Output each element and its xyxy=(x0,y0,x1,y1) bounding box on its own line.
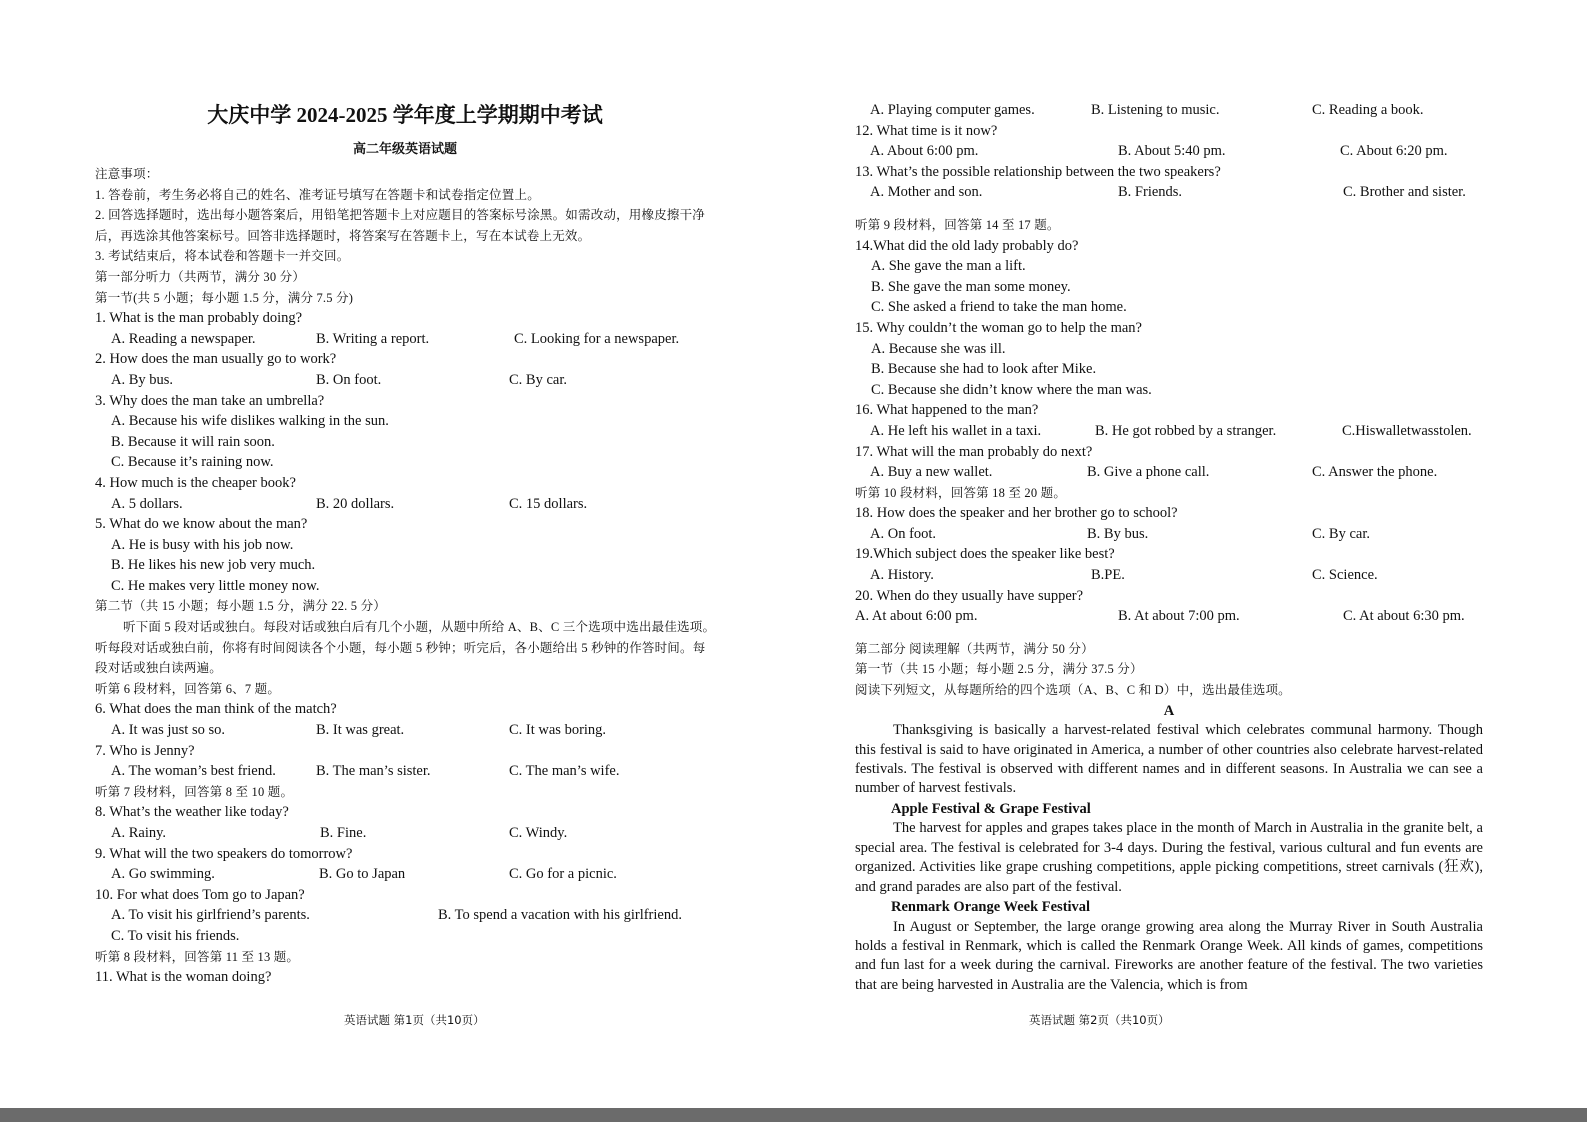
option-row xyxy=(855,462,1483,483)
question: 20. When do they usually have supper? xyxy=(855,587,1084,604)
question: 13. What’s the possible relationship between the two speakers? xyxy=(855,163,1221,180)
option: A. 5 dollars. xyxy=(111,495,183,512)
question: 3. Why does the man take an umbrella? xyxy=(95,392,325,409)
option: A. Because his wife dislikes walking in the sun. xyxy=(111,413,389,430)
option: A. By bus. xyxy=(111,371,174,388)
orange-festival-text: In August or September, the large orange growing area along the Murray River in South Australia holds a festival in Renmark, which is called the Renmark Orange Week. All kinds of games, competitions and fun last for a week during the carnival. Fireworks are another feature of the festival. The two varieties that are being harvested in Australia are the Valencia, which is from xyxy=(855,918,1483,993)
option: B. Because it will rain soon. xyxy=(111,433,275,450)
option: A. About 6:00 pm. xyxy=(870,143,979,160)
option: C. Brother and sister. xyxy=(1343,184,1466,201)
notice-item: 3. 考试结束后，将本试卷和答题卡一并交回。 xyxy=(95,249,350,264)
exam-title: 大庆中学 2024-2025 学年度上学期期中考试 xyxy=(207,103,603,127)
page-1-column xyxy=(95,96,775,988)
question: 19.Which subject does the speaker like best? xyxy=(855,546,1115,563)
option: A. Because she was ill. xyxy=(871,340,1006,357)
option: C. Because she didn’t know where the man was. xyxy=(871,381,1152,398)
option-row xyxy=(95,823,775,844)
notice-item: 2. 回答选择题时，选出每小题答案后，用铅笔把答题卡上对应题目的答案标号涂黑。如需改动，用橡皮擦干净 xyxy=(95,208,706,223)
option-row xyxy=(95,864,775,885)
option: A. To visit his girlfriend’s parents. xyxy=(111,907,310,924)
option: C. Science. xyxy=(1312,567,1378,584)
passage-intro: Thanksgiving is basically a harvest-related festival which celebrates communal harmony. Though this festival is said to have originated in America, a number of other countries also celebrate harvest-related festivals. The festival is observed with different names and in different seasons. In Australia we can see a number of harvest festivals. xyxy=(855,722,1483,797)
option: A. Go swimming. xyxy=(111,866,215,883)
option-row xyxy=(855,524,1483,545)
option: C. By car. xyxy=(509,371,567,388)
option: A. She gave the man a lift. xyxy=(871,258,1026,275)
instruction-line: 听每段对话或独白前，你将有时间阅读各个小题，每小题 5 秒钟；听完后，各小题给出 5 秒钟的作答时间。每 xyxy=(95,640,706,655)
material-note: 听第 7 段材料，回答第 8 至 10 题。 xyxy=(95,784,294,799)
option: C. To visit his friends. xyxy=(111,927,240,944)
option: B. Writing a report. xyxy=(316,330,430,347)
material-note: 听第 10 段材料，回答第 18 至 20 题。 xyxy=(855,485,1067,500)
option-row xyxy=(855,141,1483,162)
option: A. Mother and son. xyxy=(870,184,983,201)
question: 17. What will the man probably do next? xyxy=(855,443,1093,460)
instruction-line: 段对话或独白读两遍。 xyxy=(95,661,223,676)
option: B. At about 7:00 pm. xyxy=(1118,608,1240,625)
option: A. Rainy. xyxy=(111,825,167,841)
option: A. He left his wallet in a taxi. xyxy=(870,422,1042,439)
notice-item: 1. 答卷前，考生务必将自己的姓名、准考证号填写在答题卡和试卷指定位置上。 xyxy=(95,187,540,202)
instruction-line: 听下面 5 段对话或独白。每段对话或独白后有几个小题，从题中所给 A、B、C 三个选项中选出最佳选项。 xyxy=(123,620,716,635)
question: 9. What will the two speakers do tomorrow? xyxy=(95,845,353,862)
option: C. Because it’s raining now. xyxy=(111,454,274,471)
option: B. About 5:40 pm. xyxy=(1118,143,1226,160)
option: A. History. xyxy=(870,567,934,584)
option: C.Hiswalletwasstolen. xyxy=(1342,422,1472,439)
option: C. 15 dollars. xyxy=(509,495,588,512)
option: C. She asked a friend to take the man home. xyxy=(871,299,1127,316)
section1-heading: 第一节(共 5 小题；每小题 1.5 分，满分 7.5 分) xyxy=(95,290,354,305)
option: A. He is busy with his job now. xyxy=(111,536,294,553)
question: 12. What time is it now? xyxy=(855,122,998,139)
option-row xyxy=(95,905,775,926)
option: C. By car. xyxy=(1312,525,1370,542)
question: 15. Why couldn’t the woman go to help the man? xyxy=(855,319,1142,336)
option: B. To spend a vacation with his girlfriend. xyxy=(438,907,682,924)
question: 16. What happened to the man? xyxy=(855,402,1039,419)
option-row xyxy=(855,606,1483,627)
option: C. The man’s wife. xyxy=(509,763,620,780)
part2-section1: 第一节（共 15 小题；每小题 2.5 分，满分 37.5 分） xyxy=(855,662,1143,677)
option: B. It was great. xyxy=(316,722,405,739)
material-note: 听第 6 段材料，回答第 6、7 题。 xyxy=(95,681,281,696)
option-row xyxy=(855,421,1483,442)
question: 11. What is the woman doing? xyxy=(95,969,272,986)
question: 18. How does the speaker and her brother go to school? xyxy=(855,505,1178,522)
option: B. Fine. xyxy=(320,825,367,841)
option: A. It was just so so. xyxy=(111,722,225,739)
option-row xyxy=(95,370,775,391)
option: C. Go for a picnic. xyxy=(509,866,617,883)
option: B. Go to Japan xyxy=(319,866,406,883)
apple-festival-text: The harvest for apples and grapes takes place in the month of March in Australia in the granite belt, a special area. The festival is celebrated for 3-4 days. During the festival, various cultural and fun events are organized. Activities like grape crushing competitions, apple picking competitions, street carnivals (狂欢), and grand parades are also part of the festival. xyxy=(855,820,1483,895)
question: 5. What do we know about the man? xyxy=(95,516,308,533)
section2-heading: 第二节（共 15 小题；每小题 1.5 分，满分 22. 5 分） xyxy=(95,599,386,614)
option: C. About 6:20 pm. xyxy=(1340,143,1448,160)
option-row xyxy=(855,100,1483,121)
option: C. Answer the phone. xyxy=(1312,464,1438,481)
option: A. Reading a newspaper. xyxy=(111,330,256,347)
passage-label: A xyxy=(1163,702,1175,719)
option: B.PE. xyxy=(1091,567,1125,584)
question: 10. For what does Tom go to Japan? xyxy=(95,886,305,903)
option: C. Windy. xyxy=(509,825,568,841)
option: B. She gave the man some money. xyxy=(871,278,1071,295)
option: C. At about 6:30 pm. xyxy=(1343,608,1465,625)
material-note: 听第 9 段材料，回答第 14 至 17 题。 xyxy=(855,217,1060,232)
question: 6. What does the man think of the match? xyxy=(95,701,337,718)
orange-festival-title: Renmark Orange Week Festival xyxy=(891,899,1091,916)
option: B. He likes his new job very much. xyxy=(111,557,316,574)
option: B. Because she had to look after Mike. xyxy=(871,361,1097,378)
option: B. He got robbed by a stranger. xyxy=(1095,422,1277,439)
question: 2. How does the man usually go to work? xyxy=(95,351,337,368)
page-1-footer: 英语试题 第1页（共10页） xyxy=(344,1013,485,1027)
option: A. Buy a new wallet. xyxy=(870,464,993,481)
question: 1. What is the man probably doing? xyxy=(95,310,303,327)
bottom-edge-bar xyxy=(0,1108,1587,1122)
notice-heading: 注意事项： xyxy=(95,167,159,181)
part2-heading: 第二部分 阅读理解（共两节，满分 50 分） xyxy=(855,641,1094,656)
option-row xyxy=(95,494,775,515)
part1-heading: 第一部分听力（共两节，满分 30 分） xyxy=(95,269,306,284)
option-row xyxy=(855,182,1483,203)
option: C. It was boring. xyxy=(509,722,607,739)
notice-item: 后，再选涂其他答案标号。回答非选择题时，将答案写在答题卡上，写在本试卷上无效。 xyxy=(95,228,591,243)
option: C. He makes very little money now. xyxy=(111,577,320,594)
material-note: 听第 8 段材料，回答第 11 至 13 题。 xyxy=(95,949,300,964)
question: 7. Who is Jenny? xyxy=(95,742,195,759)
option: B. Friends. xyxy=(1118,184,1183,201)
option: B. By bus. xyxy=(1087,525,1149,542)
option-row xyxy=(95,720,775,741)
apple-festival-title: Apple Festival & Grape Festival xyxy=(891,800,1091,817)
option: A. The woman’s best friend. xyxy=(111,763,276,780)
option: B. Listening to music. xyxy=(1091,102,1220,118)
option: A. On foot. xyxy=(870,525,937,542)
question: 4. How much is the cheaper book? xyxy=(95,474,296,491)
question: 8. What’s the weather like today? xyxy=(95,804,289,821)
option: C. Reading a book. xyxy=(1312,102,1424,118)
option-row xyxy=(95,761,775,782)
option-row xyxy=(95,329,775,350)
option: A. At about 6:00 pm. xyxy=(855,608,978,625)
option: B. 20 dollars. xyxy=(316,495,395,512)
option: B. Give a phone call. xyxy=(1087,464,1210,481)
question: 14.What did the old lady probably do? xyxy=(855,237,1079,254)
exam-subtitle: 高二年级英语试题 xyxy=(352,141,457,156)
part2-instruction: 阅读下列短文，从每题所给的四个选项（A、B、C 和 D）中，选出最佳选项。 xyxy=(855,683,1291,698)
page-2-column xyxy=(855,100,1483,995)
page-2-footer: 英语试题 第2页（共10页） xyxy=(1029,1013,1170,1027)
option: B. On foot. xyxy=(316,371,382,388)
option: B. The man’s sister. xyxy=(316,763,431,780)
option: A. Playing computer games. xyxy=(870,102,1035,118)
option: C. Looking for a newspaper. xyxy=(514,330,680,347)
option-row xyxy=(855,565,1483,586)
